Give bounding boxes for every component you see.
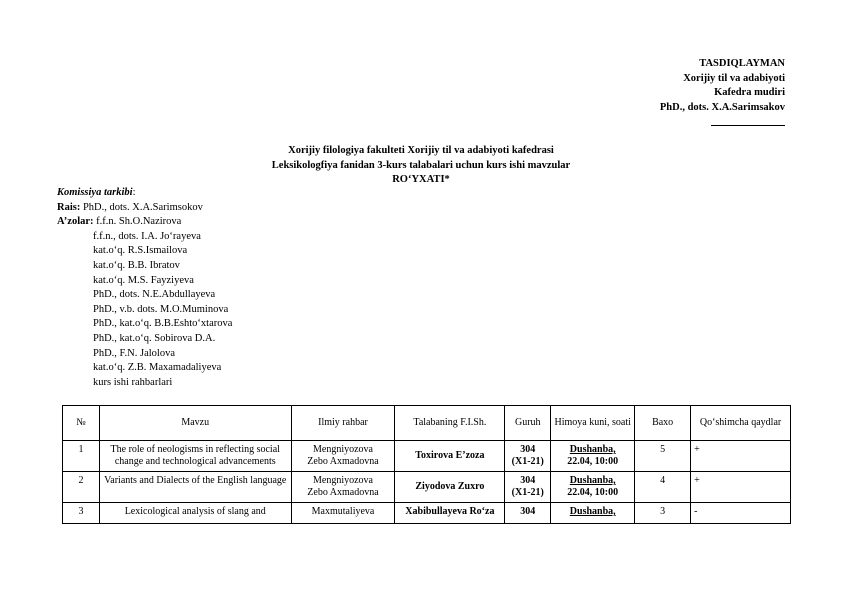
row-grade: 5 bbox=[635, 441, 691, 472]
approval-title: TASDIQLAYMAN bbox=[699, 58, 785, 69]
members-label: A’zolar: bbox=[57, 216, 94, 228]
header-supervisor: Ilmiy rahbar bbox=[291, 406, 395, 441]
heading-line-3: RO‘YXATI* bbox=[392, 174, 450, 185]
row-note: - bbox=[691, 503, 791, 524]
row-grade: 4 bbox=[635, 472, 691, 503]
member-item: kurs ishi rahbarlari bbox=[93, 376, 173, 388]
header-topic: Mavzu bbox=[99, 406, 291, 441]
row-topic: Lexicological analysis of slang and bbox=[99, 503, 291, 524]
member-item: kat.o‘q. B.B. Ibratov bbox=[93, 259, 180, 271]
commission-title-line: Komissiya tarkibi: bbox=[57, 187, 136, 198]
row-defense: Dushanba, bbox=[551, 503, 635, 524]
chair-label: Rais: bbox=[57, 201, 81, 213]
member-item: f.f.n., dots. I.A. Jo‘rayeva bbox=[93, 230, 201, 242]
row-defense: Dushanba, 22.04, 10:00 bbox=[551, 472, 635, 503]
member-item: kat.o‘q. M.S. Fayziyeva bbox=[93, 274, 194, 286]
row-supervisor: Maxmutaliyeva bbox=[291, 503, 395, 524]
document-heading bbox=[0, 144, 842, 188]
member-item: kat.o‘q. Z.B. Maxamadaliyeva bbox=[93, 362, 222, 374]
header-num: № bbox=[63, 406, 100, 441]
row-student: Toxirova E’zoza bbox=[395, 441, 505, 472]
row-num: 3 bbox=[63, 503, 100, 524]
header-student: Talabaning F.I.Sh. bbox=[395, 406, 505, 441]
row-note: + bbox=[691, 472, 791, 503]
table-row bbox=[63, 441, 791, 472]
table-row bbox=[63, 503, 791, 524]
signature-line bbox=[711, 115, 785, 126]
approval-department: Xorijiy til va adabiyoti bbox=[683, 72, 785, 84]
heading-line-2: Leksikologfiya fanidan 3-kurs talabalari uchun kurs ishi mavzular bbox=[271, 159, 571, 171]
member-item: PhD., kat.o‘q. B.B.Eshto‘xtarova bbox=[93, 318, 233, 330]
table-header-row bbox=[63, 406, 791, 441]
commission-block bbox=[57, 186, 232, 390]
approval-position: Kafedra mudiri bbox=[714, 87, 785, 98]
member-item: PhD., kat.o‘q. Sobirova D.A. bbox=[93, 332, 216, 344]
commission-title: Komissiya tarkibi bbox=[57, 187, 133, 198]
header-notes: Qo‘shimcha qaydlar bbox=[691, 406, 791, 441]
row-note: + bbox=[691, 441, 791, 472]
row-num: 1 bbox=[63, 441, 100, 472]
row-num: 2 bbox=[63, 472, 100, 503]
chair-line bbox=[57, 201, 232, 216]
row-student: Xabibullayeva Ro‘za bbox=[395, 503, 505, 524]
row-student: Ziyodova Zuxro bbox=[395, 472, 505, 503]
row-grade: 3 bbox=[635, 503, 691, 524]
row-topic: The role of neologisms in reflecting social change and technological advancements bbox=[99, 441, 291, 472]
topics-table bbox=[62, 405, 791, 524]
heading-line-1: Xorijiy filologiya fakulteti Xorijiy til va adabiyoti kafedrasi bbox=[288, 145, 554, 156]
row-group: 304 (X1-21) bbox=[505, 441, 551, 472]
member-item: PhD., dots. N.E.Abdullayeva bbox=[93, 289, 216, 301]
member-item: kat.o‘q. R.S.Ismailova bbox=[93, 245, 188, 257]
table-row bbox=[63, 472, 791, 503]
member-item: PhD., F.N. Jalolova bbox=[93, 347, 175, 359]
members-line bbox=[57, 215, 232, 230]
row-group: 304 bbox=[505, 503, 551, 524]
first-member: f.f.n. Sh.O.Nazirova bbox=[96, 216, 182, 228]
approval-name: PhD., dots. X.A.Sarimsakov bbox=[659, 101, 785, 113]
approval-block bbox=[660, 57, 785, 132]
row-supervisor: Mengniyozova Zebo Axmadovna bbox=[291, 441, 395, 472]
header-group: Guruh bbox=[505, 406, 551, 441]
row-topic: Variants and Dialects of the English language bbox=[99, 472, 291, 503]
chair-value: PhD., dots. X.A.Sarimsokov bbox=[82, 201, 203, 213]
header-grade: Baxo bbox=[635, 406, 691, 441]
row-defense: Dushanba, 22.04, 10:00 bbox=[551, 441, 635, 472]
row-supervisor: Mengniyozova Zebo Axmadovna bbox=[291, 472, 395, 503]
header-defense: Himoya kuni, soati bbox=[551, 406, 635, 441]
member-item: PhD., v.b. dots. M.O.Muminova bbox=[93, 303, 229, 315]
row-group: 304 (X1-21) bbox=[505, 472, 551, 503]
